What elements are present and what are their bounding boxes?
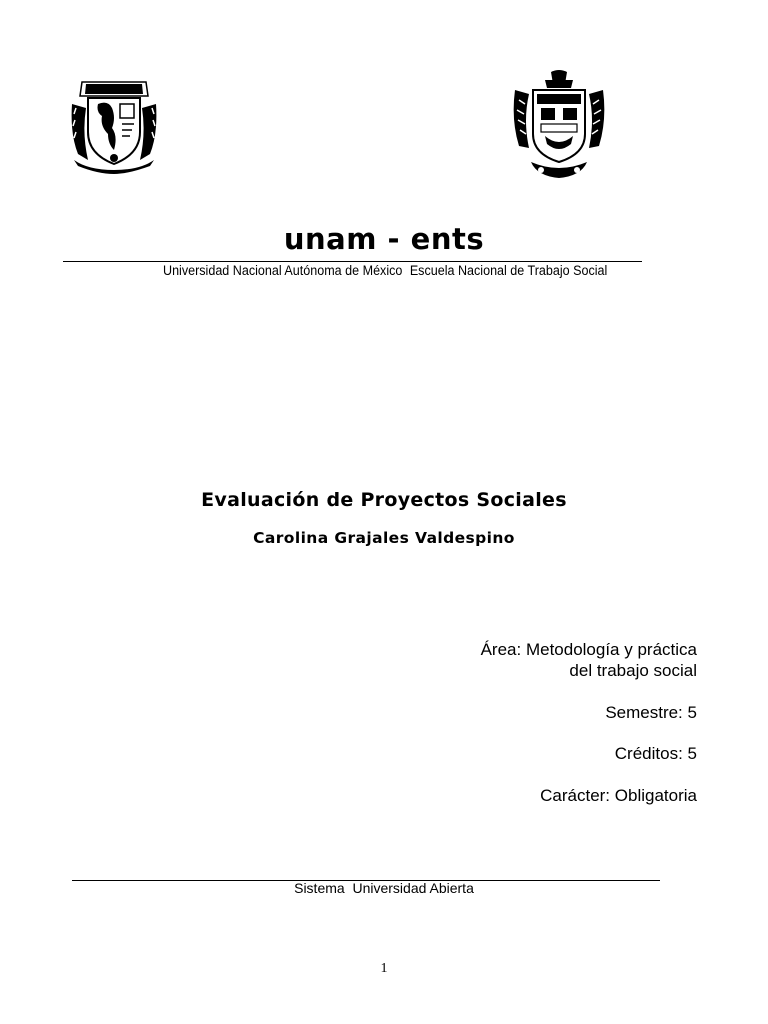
unam-shield-logo [68,74,160,174]
footer-system-name: Sistema Universidad Abierta [294,880,474,896]
course-area-line1: Área: Metodología y práctica [480,640,697,659]
semestre-label: Semestre: [605,703,683,722]
page-number: 1 [380,961,388,976]
caracter-label: Carácter: [540,786,611,805]
document-author: Carolina Grajales Valdespino [253,529,515,547]
ents-shield-logo [511,70,607,180]
course-creditos [615,744,697,764]
course-semestre [605,703,697,723]
header-divider [63,261,642,262]
caracter-value: Obligatoria [614,786,697,805]
course-area-line2: del trabajo social [569,661,697,680]
creditos-label: Créditos: [614,744,683,763]
course-caracter [540,786,697,806]
semestre-value: 5 [687,703,697,722]
creditos-value: 5 [687,744,697,763]
header-subtitle [163,263,607,278]
subtitle-university: Universidad Nacional Autónoma de México [163,263,403,278]
subtitle-school: Escuela Nacional de Trabajo Social [409,263,608,278]
header-title: unam - ents [283,222,485,256]
document-title: Evaluación de Proyectos Sociales [201,489,567,511]
